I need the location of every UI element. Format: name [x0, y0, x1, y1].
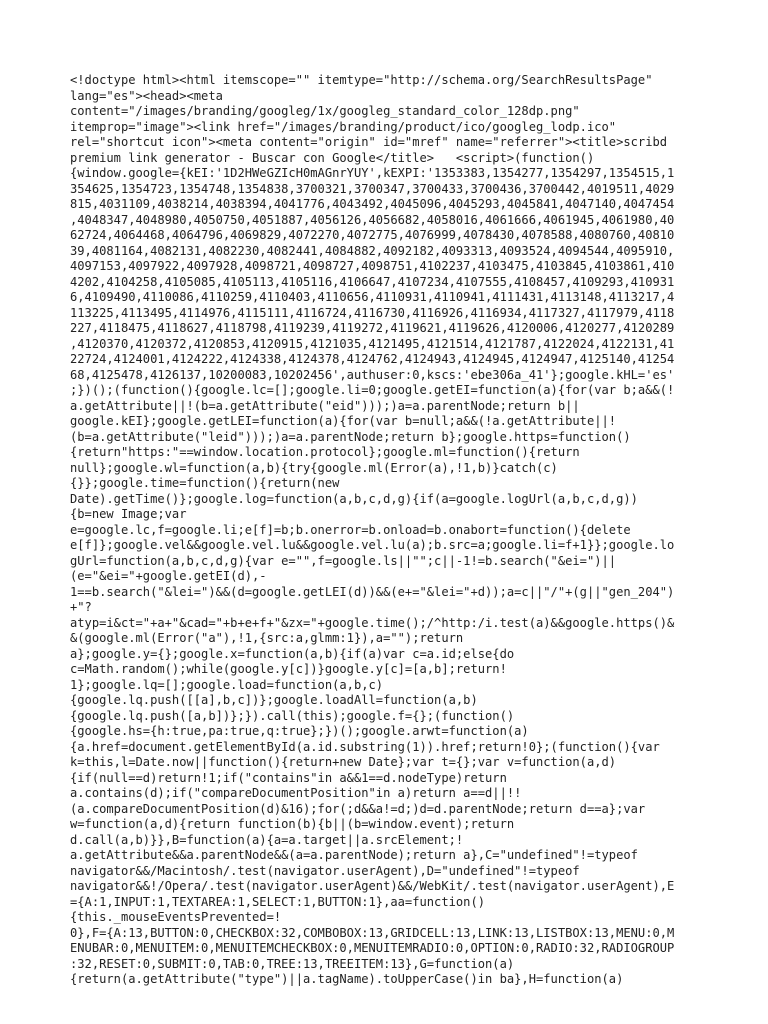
code-line: atyp=i&ct="+a+"&cad="+b+e+f+"&zx="+google.time();/^http:/i.test(a)&&google.https()&	[70, 615, 675, 630]
code-line: {google.lq.push([[a],b,c])};google.loadAll=function(a,b)	[70, 693, 478, 707]
code-line: 4202,4104258,4105085,4105113,4105116,4106647,4107234,4107555,4108457,4109293,410931	[70, 274, 675, 289]
code-line: rel="shortcut icon"><meta content="origin" id="mref" name="referrer"><title>scribd	[70, 135, 668, 149]
code-line: a.getAttribute&&a.parentNode&&(a=a.parentNode);return a},C="undefined"!=typeof	[70, 848, 638, 862]
code-line: {a.href=document.getElementById(a.id.substring(1)).href;return!0};(function(){var	[70, 739, 660, 754]
code-line: content="/images/branding/googleg/1x/googleg_standard_color_128dp.png"	[70, 104, 580, 118]
code-line: itemprop="image"><link href="/images/branding/product/ico/googleg_lodp.ico"	[70, 119, 617, 134]
code-line: 815,4031109,4038214,4038394,4041776,4043492,4045096,4045293,4045841,4047140,4047454	[70, 197, 675, 211]
code-line: 354625,1354723,1354748,1354838,3700321,3700347,3700433,3700436,3700442,4019511,4029	[70, 181, 675, 196]
code-line: 1};google.lq=[];google.load=function(a,b,c)	[70, 677, 384, 692]
code-line: null};google.wl=function(a,b){try{google.ml(Error(a),!1,b)}catch(c)	[70, 460, 558, 475]
code-line: 0},F={A:13,BUTTON:0,CHECKBOX:32,COMBOBOX:13,GRIDCELL:13,LINK:13,LISTBOX:13,MENU:0,M	[70, 925, 675, 940]
code-line: navigator&&/Macintosh/.test(navigator.userAgent),D="undefined"!=typeof	[70, 863, 580, 878]
code-line: <!doctype html><html itemscope="" itemtype="http://schema.org/SearchResultsPage"	[70, 73, 653, 87]
code-line: {}};google.time=function(){return(new	[70, 476, 340, 490]
code-line: e=google.lc,f=google.li;e[f]=b;b.onerror=b.onload=b.onabort=function(){delete	[70, 522, 631, 537]
code-line: 6,4109490,4110086,4110259,4110403,4110656,4110931,4110941,4111431,4113148,4113217,4	[70, 290, 675, 304]
code-line: (b=a.getAttribute("leid")));)a=a.parentNode;return b};google.https=function()	[70, 429, 631, 444]
code-line: +"?	[70, 600, 92, 614]
code-line: 113225,4113495,4114976,4115111,4116724,4116730,4116926,4116934,4117327,4117979,4118	[70, 305, 675, 320]
code-line: 22724,4124001,4124222,4124338,4124378,4124762,4124943,4124945,4124947,4125140,41254	[70, 352, 675, 366]
code-line: {b=new Image;var	[70, 507, 187, 521]
code-line: :32,RESET:0,SUBMIT:0,TAB:0,TREE:13,TREEITEM:13},G=function(a)	[70, 956, 515, 971]
code-line: 1==b.search("&lei=")&&(d=google.getLEI(d))&&(e+="&lei="+d));a=c||"/"+(g||"gen_204")	[70, 584, 675, 599]
code-line: &(google.ml(Error("a"),!1,{src:a,glmm:1}),a="");return	[70, 631, 464, 645]
code-line: a.getAttribute||!(b=a.getAttribute("eid")));)a=a.parentNode;return b||	[70, 398, 580, 413]
code-line: k=this,l=Date.now||function(){return+new Date};var t={};var v=function(a,d)	[70, 755, 617, 769]
source-code-text	[70, 73, 710, 988]
code-line: ,4048347,4048980,4050750,4051887,4056126,4056682,4058016,4061666,4061945,4061980,40	[70, 212, 675, 227]
code-line: d.call(a,b)}},B=function(a){a=a.target||a.srcElement;!	[70, 832, 464, 847]
code-line: w=function(a,d){return function(b){b||(b=window.event);return	[70, 817, 515, 831]
code-line: 68,4125478,4126137,10200083,10202456',authuser:0,kscs:'ebe306a_41'};google.kHL='es'	[70, 367, 675, 382]
code-line: navigator&&!/Opera/.test(navigator.userAgent)&&/WebKit/.test(navigator.userAgent),E	[70, 879, 675, 893]
code-line: 4097153,4097922,4097928,4098721,4098727,4098751,4102237,4103475,4103845,4103861,410	[70, 259, 675, 273]
code-line: premium link generator - Buscar con Google</title> <script>(function()	[70, 150, 595, 165]
code-line: (e="&ei="+google.getEI(d),-	[70, 569, 267, 583]
code-line: lang="es"><head><meta	[70, 88, 223, 103]
code-line: gUrl=function(a,b,c,d,g){var e="",f=google.ls||"";c||-1!=b.search("&ei=")||	[70, 553, 617, 568]
code-line: {google.lq.push([a,b])};}).call(this);google.f={};(function()	[70, 708, 515, 723]
code-line: {google.hs={h:true,pa:true,q:true};})();google.arwt=function(a)	[70, 724, 529, 738]
code-line: {window.google={kEI:'1D2HWeGZIcH0mAGnrYUY',kEXPI:'1353383,1354277,1354297,1354515,1	[70, 166, 675, 180]
code-line: 62724,4064468,4064796,4069829,4072270,4072775,4076999,4078430,4078588,4080760,40810	[70, 228, 675, 242]
code-line: {this._mouseEventsPrevented=!	[70, 910, 282, 924]
code-line: google.kEI};google.getLEI=function(a){for(var b=null;a&&(!a.getAttribute||!	[70, 414, 617, 428]
code-line: c=Math.random();while(google.y[c])}google.y[c]=[a,b];return!	[70, 662, 507, 676]
code-line: 227,4118475,4118627,4118798,4119239,4119272,4119621,4119626,4120006,4120277,4120289	[70, 321, 675, 335]
code-line: {return(a.getAttribute("type")||a.tagName).toUpperCase()in ba},H=function(a)	[70, 972, 624, 986]
code-line: e[f]};google.vel&&google.vel.lu&&google.vel.lu(a);b.src=a;google.li=f+1}};google.lo	[70, 538, 675, 552]
code-line: a};google.y={};google.x=function(a,b){if(a)var c=a.id;else{do	[70, 646, 515, 661]
code-line: ={A:1,INPUT:1,TEXTAREA:1,SELECT:1,BUTTON:1},aa=function()	[70, 894, 486, 909]
code-line: 39,4081164,4082131,4082230,4082441,4084882,4092182,4093313,4093524,4094544,4095910,	[70, 243, 675, 258]
code-line: ;})();(function(){google.lc=[];google.li=0;google.getEI=function(a){for(var b;a&&(!	[70, 383, 675, 397]
code-line: Date).getTime()};google.log=function(a,b,c,d,g){if(a=google.logUrl(a,b,c,d,g))	[70, 491, 638, 506]
code-line: (a.compareDocumentPosition(d)&16);for(;d&&a!=d;)d=d.parentNode;return d==a};var	[70, 801, 646, 816]
code-line: ENUBAR:0,MENUITEM:0,MENUITEMCHECKBOX:0,MENUITEMRADIO:0,OPTION:0,RADIO:32,RADIOGROUP	[70, 941, 675, 955]
code-line: a.contains(d);if("compareDocumentPosition"in a)return a==d||!!	[70, 786, 522, 800]
code-line: {if(null==d)return!1;if("contains"in a&&1==d.nodeType)return	[70, 770, 507, 785]
code-line: ,4120370,4120372,4120853,4120915,4121035,4121495,4121514,4121787,4122024,4122131,41	[70, 336, 675, 351]
code-line: {return"https:"==window.location.protocol};google.ml=function(){return	[70, 445, 580, 459]
